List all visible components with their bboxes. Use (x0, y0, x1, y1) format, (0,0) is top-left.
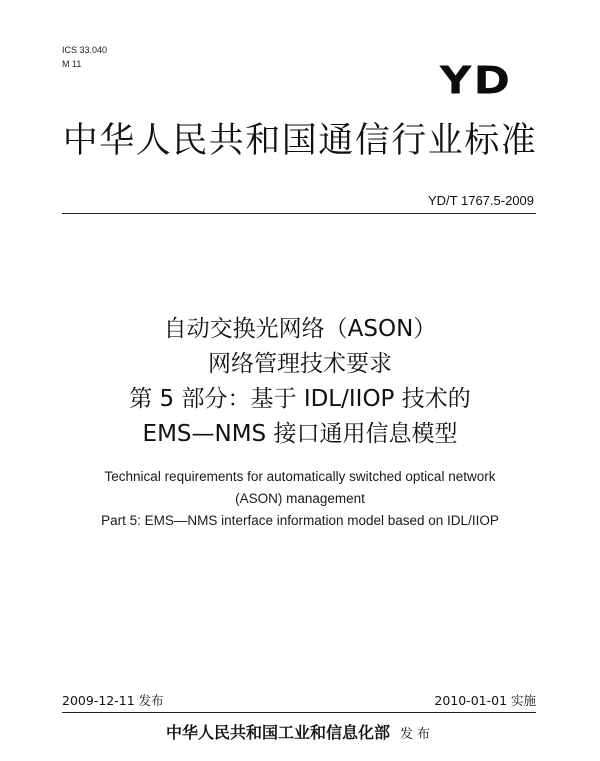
issuing-ministry (0, 722, 600, 746)
chinese-title-line-2: 网络管理技术要求 (208, 351, 392, 377)
issue-date: 2009-12-11 发布 (62, 693, 164, 708)
english-title (0, 466, 600, 532)
english-title-line-1: Technical requirements for automatically switched optical network (104, 469, 496, 484)
standard-title: 中华人民共和国通信行业标准 (62, 121, 538, 161)
english-title-line-2: (ASON) management (235, 491, 365, 506)
publish-label: 发布 (400, 727, 435, 742)
ministry-name: 中华人民共和国工业和信息化部 (165, 723, 390, 742)
implementation-date: 2010-01-01 实施 (434, 693, 536, 708)
chinese-title-line-3: 第 5 部分：基于 IDL/IIOP 技术的 (129, 386, 471, 412)
standard-number: YD/T 1767.5-2009 (428, 193, 534, 208)
ics-code: ICS 33.040 (62, 45, 108, 55)
yd-logo: YD (439, 58, 512, 104)
top-rule (62, 213, 536, 214)
bottom-rule (62, 712, 536, 713)
chinese-title-line-4: EMS—NMS 接口通用信息模型 (142, 421, 458, 447)
ccs-code: M 11 (62, 59, 82, 69)
english-title-line-3: Part 5: EMS—NMS interface information model based on IDL/IIOP (101, 513, 499, 528)
chinese-title-line-1: 自动交换光网络（ASON） (163, 316, 437, 342)
chinese-title (0, 312, 600, 452)
